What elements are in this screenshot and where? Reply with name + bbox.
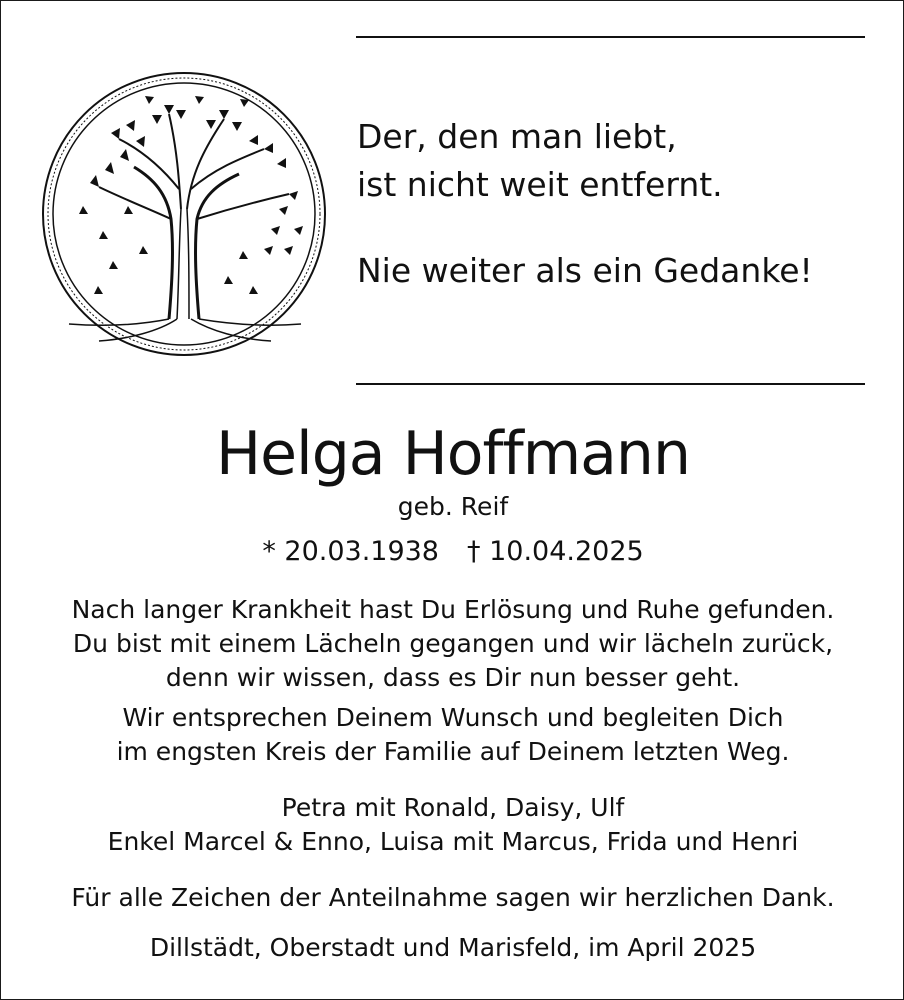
memorial-quote: [357, 113, 877, 295]
mourners-line: Enkel Marcel & Enno, Luisa mit Marcus, Frida und Henri: [107, 827, 799, 856]
birth-date: * 20.03.1938: [262, 536, 439, 567]
divider-bottom: [356, 383, 865, 385]
maiden-name: geb. Reif: [397, 492, 509, 521]
quote-line: Der, den man liebt,: [357, 117, 677, 156]
message-line: Nach langer Krankheit hast Du Erlösung und Ruhe gefunden.: [71, 595, 835, 624]
quote-line: Nie weiter als ein Gedanke!: [357, 251, 813, 290]
quote-line: ist nicht weit entfernt.: [357, 165, 723, 204]
place-date-line: Dillstädt, Oberstadt und Marisfeld, im April 2025: [149, 933, 757, 962]
mourners-line: Petra mit Ronald, Daisy, Ulf: [281, 793, 625, 822]
message-line: Wir entsprechen Deinem Wunsch und begleiten Dich: [122, 703, 784, 732]
life-dates: [1, 535, 904, 569]
message-line: im engsten Kreis der Familie auf Deinem letzten Weg.: [116, 737, 790, 766]
tree-of-life-icon: [39, 69, 329, 359]
mourners-list: [1, 791, 904, 859]
farewell-message: [1, 593, 904, 769]
message-line: denn wir wissen, dass es Dir nun besser geht.: [165, 663, 741, 692]
divider-top: [356, 36, 865, 38]
deceased-name: Helga Hoffmann: [216, 419, 690, 489]
thanks-line: Für alle Zeichen der Anteilnahme sagen wir herzlichen Dank.: [71, 883, 835, 912]
death-date: † 10.04.2025: [467, 536, 644, 567]
message-line: Du bist mit einem Lächeln gegangen und wir lächeln zurück,: [72, 629, 834, 658]
